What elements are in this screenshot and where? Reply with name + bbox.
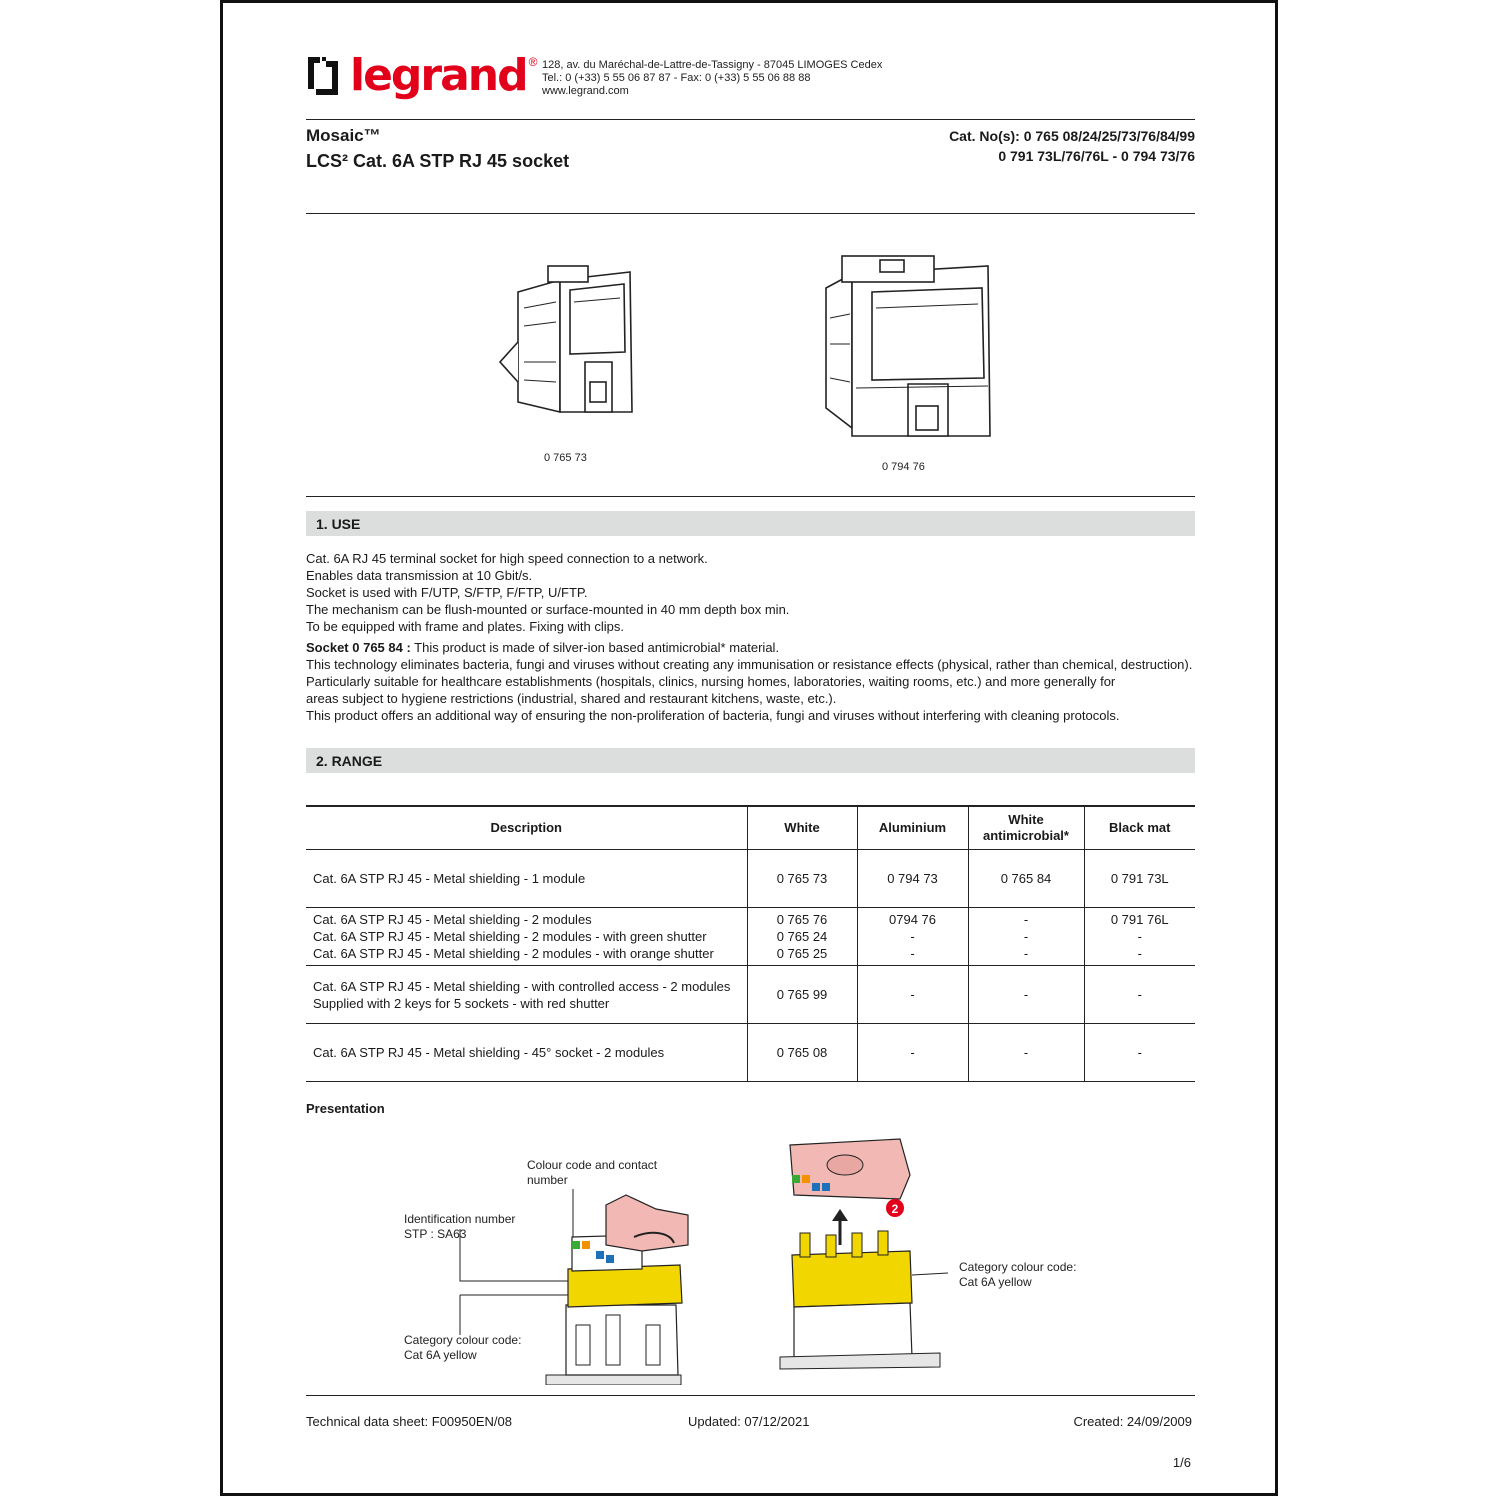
product-label: 0 794 76 (882, 461, 925, 473)
company-address (542, 59, 882, 98)
brand-logo (306, 50, 538, 101)
page-number: 1/6 (1172, 1455, 1191, 1470)
use-description (306, 550, 1206, 724)
section-header-range (306, 748, 1195, 773)
callout-identification: Identification number STP : SA63 (404, 1212, 516, 1241)
table-row (306, 1024, 1195, 1082)
cell-aluminium: - (857, 966, 968, 1024)
divider (306, 496, 1195, 497)
cell-description: Cat. 6A STP RJ 45 - Metal shielding - 45° socket - 2 modules (306, 1024, 747, 1082)
divider (306, 1395, 1195, 1396)
use-line: The mechanism can be flush-mounted or surface-mounted in 40 mm depth box min. (306, 602, 790, 617)
section-title: 2. RANGE (316, 753, 383, 769)
cell-description: Cat. 6A STP RJ 45 - Metal shielding - with controlled access - 2 modules Supplied with 2 keys for 5 sockets - with red shutter (306, 966, 747, 1024)
connector-exploded-illustration (770, 1135, 950, 1370)
website-line: www.legrand.com (542, 85, 629, 97)
table-row (306, 908, 1195, 966)
use-line: Particularly suitable for healthcare establishments (hospitals, clinics, nursing homes, laboratories, waiting rooms, etc.) and more generally for (306, 674, 1116, 689)
footer-sheet: Technical data sheet: F00950EN/08 (306, 1414, 512, 1429)
product-title: LCS² Cat. 6A STP RJ 45 socket (306, 151, 570, 171)
cell-aluminium: - (857, 1024, 968, 1082)
cell-aluminium: 0794 76 - - (857, 908, 968, 966)
brand-name: legrand (350, 50, 527, 101)
cell-antimicrobial: - (968, 1024, 1084, 1082)
cell-black: - (1084, 966, 1195, 1024)
use-line: Cat. 6A RJ 45 terminal socket for high speed connection to a network. (306, 551, 708, 566)
phone-line: Tel.: 0 (+33) 5 55 06 87 87 - Fax: 0 (+33) 5 55 06 88 88 (542, 72, 811, 84)
socket-2-module-image (812, 248, 1002, 448)
column-header: Aluminium (857, 806, 968, 850)
presentation-heading: Presentation (306, 1101, 385, 1116)
socket-1-module-image (490, 262, 650, 432)
cell-description: Cat. 6A STP RJ 45 - Metal shielding - 2 modules Cat. 6A STP RJ 45 - Metal shielding - 2 modules - with green shutter Cat. 6A STP RJ 45 - Metal shielding - 2 modules - with orange shutter (306, 908, 747, 966)
footer-updated: Updated: 07/12/2021 (688, 1414, 810, 1429)
table-row (306, 966, 1195, 1024)
callout-category-left: Category colour code: Cat 6A yellow (404, 1333, 522, 1362)
cell-description: Cat. 6A STP RJ 45 - Metal shielding - 1 module (306, 850, 747, 908)
section-title: 1. USE (316, 516, 361, 532)
product-family: Mosaic™ (306, 126, 381, 145)
use-line: To be equipped with frame and plates. Fixing with clips. (306, 619, 624, 634)
callout-colour-code: Colour code and contact number (527, 1158, 658, 1187)
cell-aluminium: 0 794 73 (857, 850, 968, 908)
cell-black: 0 791 73L (1084, 850, 1195, 908)
section-header-use (306, 511, 1195, 536)
table-header-row (306, 806, 1195, 850)
catalog-numbers-line: 0 791 73L/76/76L - 0 794 73/76 (998, 148, 1195, 164)
cell-antimicrobial: - (968, 966, 1084, 1024)
antimicrobial-note (306, 639, 1206, 656)
cell-black: - (1084, 1024, 1195, 1082)
cell-white: 0 765 08 (747, 1024, 857, 1082)
registered-mark: ® (528, 55, 538, 69)
cell-antimicrobial: - - - (968, 908, 1084, 966)
range-table (306, 805, 1195, 1082)
use-line: This technology eliminates bacteria, fungi and viruses without creating any immunisation or resistance effects (physical, rather than chemical, destruction). (306, 657, 1193, 672)
legrand-mark-icon (306, 55, 340, 97)
callout-category-right: Category colour code: Cat 6A yellow (959, 1260, 1077, 1289)
catalog-numbers-line: Cat. No(s): 0 765 08/24/25/73/76/84/99 (949, 128, 1195, 144)
table-row (306, 850, 1195, 908)
cell-white: 0 765 73 (747, 850, 857, 908)
divider (306, 119, 1195, 120)
cell-white: 0 765 76 0 765 24 0 765 25 (747, 908, 857, 966)
socket-ref: Socket 0 765 84 : (306, 640, 411, 655)
column-header: Description (306, 806, 747, 850)
column-header: Black mat (1084, 806, 1195, 850)
use-line: Socket is used with F/UTP, S/FTP, F/FTP, U/FTP. (306, 585, 588, 600)
cell-white: 0 765 99 (747, 966, 857, 1024)
product-label: 0 765 73 (544, 452, 587, 464)
column-header: White (747, 806, 857, 850)
connector-assembled-illustration (456, 1185, 696, 1385)
cell-black: 0 791 76L - - (1084, 908, 1195, 966)
step-badge: 2 (891, 1202, 899, 1216)
socket-note-text: This product is made of silver-ion based antimicrobial* material. (410, 640, 780, 655)
use-line: Enables data transmission at 10 Gbit/s. (306, 568, 533, 583)
address-line: 128, av. du Maréchal-de-Lattre-de-Tassigny - 87045 LIMOGES Cedex (542, 59, 883, 71)
use-line: areas subject to hygiene restrictions (industrial, shared and restaurant kitchens, waste, etc.). (306, 691, 837, 706)
catalog-numbers (949, 126, 1195, 166)
footer-created: Created: 24/09/2009 (1073, 1414, 1192, 1429)
cell-antimicrobial: 0 765 84 (968, 850, 1084, 908)
column-header: White antimicrobial* (968, 806, 1084, 850)
use-line: This product offers an additional way of ensuring the non-proliferation of bacteria, fungi and viruses without interfering with cleaning protocols. (306, 708, 1120, 723)
divider (306, 213, 1195, 214)
